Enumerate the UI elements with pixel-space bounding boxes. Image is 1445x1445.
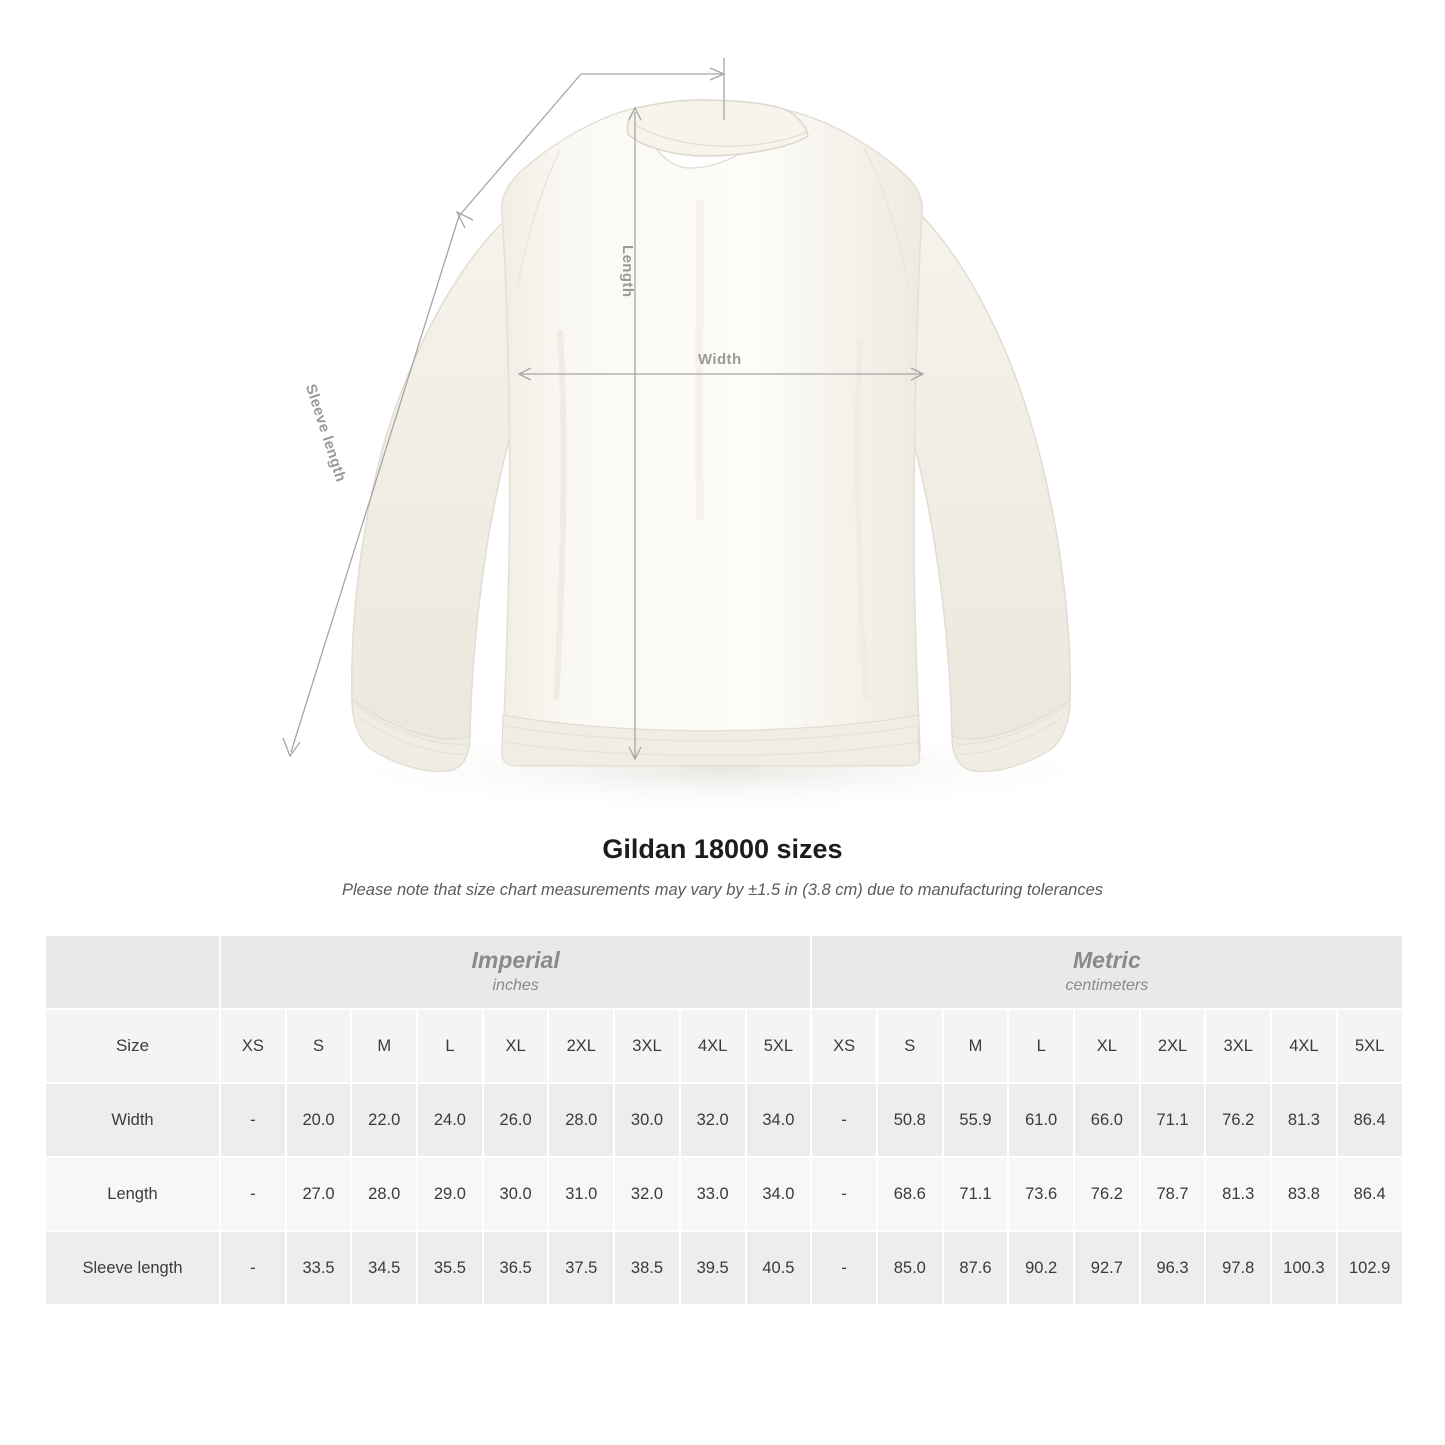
sleeve-metric-4: 92.7 (1074, 1231, 1140, 1305)
size-header-imperial-4: XL (483, 1009, 549, 1083)
page-title: Gildan 18000 sizes (602, 834, 843, 864)
table-row (45, 1157, 1403, 1231)
width-imperial-4: 26.0 (483, 1083, 549, 1157)
size-header-metric-5: 2XL (1140, 1009, 1206, 1083)
size-header-imperial-5: 2XL (548, 1009, 614, 1083)
sleeve-imperial-3: 35.5 (417, 1231, 483, 1305)
table-row (45, 1083, 1403, 1157)
tolerance-note: Please note that size chart measurements may vary by ±1.5 in (3.8 cm) due to manufacturing tolerances (341, 881, 1104, 899)
width-imperial-6: 30.0 (614, 1083, 680, 1157)
length-metric-8: 86.4 (1337, 1157, 1403, 1231)
width-dimension-label: Width (698, 351, 742, 368)
width-imperial-7: 32.0 (680, 1083, 746, 1157)
length-metric-3: 73.6 (1008, 1157, 1074, 1231)
sleeve-metric-2: 87.6 (943, 1231, 1009, 1305)
size-chart-table (44, 934, 1404, 1306)
width-metric-4: 66.0 (1074, 1083, 1140, 1157)
sleeve-imperial-6: 38.5 (614, 1231, 680, 1305)
size-header-metric-2: M (943, 1009, 1009, 1083)
size-header-metric-3: L (1008, 1009, 1074, 1083)
length-metric-0: - (811, 1157, 877, 1231)
length-metric-5: 78.7 (1140, 1157, 1206, 1231)
size-header-metric-0: XS (811, 1009, 877, 1083)
sleeve-imperial-4: 36.5 (483, 1231, 549, 1305)
metric-unit-sub: centimeters (1065, 977, 1149, 995)
sleeve-metric-0: - (811, 1231, 877, 1305)
table-row (45, 1231, 1403, 1305)
length-metric-1: 68.6 (877, 1157, 943, 1231)
length-imperial-2: 28.0 (351, 1157, 417, 1231)
units-corner-cell (45, 935, 220, 1009)
width-metric-5: 71.1 (1140, 1083, 1206, 1157)
sleeve-imperial-0: - (220, 1231, 286, 1305)
size-header-imperial-3: L (417, 1009, 483, 1083)
sleeve-length-dimension-label: Sleeve length (301, 382, 350, 485)
width-imperial-3: 24.0 (417, 1083, 483, 1157)
sleeve-imperial-7: 39.5 (680, 1231, 746, 1305)
width-imperial-2: 22.0 (351, 1083, 417, 1157)
length-metric-6: 81.3 (1205, 1157, 1271, 1231)
size-header-imperial-8: 5XL (746, 1009, 812, 1083)
length-imperial-4: 30.0 (483, 1157, 549, 1231)
sleeve-metric-8: 102.9 (1337, 1231, 1403, 1305)
sleeve-imperial-5: 37.5 (548, 1231, 614, 1305)
metric-header-cell (811, 935, 1402, 1009)
size-table-wrap (0, 934, 1445, 1306)
width-metric-1: 50.8 (877, 1083, 943, 1157)
width-imperial-5: 28.0 (548, 1083, 614, 1157)
width-metric-8: 86.4 (1337, 1083, 1403, 1157)
length-imperial-5: 31.0 (548, 1157, 614, 1231)
sleeve-metric-7: 100.3 (1271, 1231, 1337, 1305)
length-imperial-1: 27.0 (286, 1157, 352, 1231)
size-header-metric-6: 3XL (1205, 1009, 1271, 1083)
length-metric-4: 76.2 (1074, 1157, 1140, 1231)
sleeve-metric-5: 96.3 (1140, 1231, 1206, 1305)
size-header-imperial-0: XS (220, 1009, 286, 1083)
length-imperial-6: 32.0 (614, 1157, 680, 1231)
imperial-unit-sub: inches (492, 977, 539, 995)
size-header-metric-1: S (877, 1009, 943, 1083)
length-metric-2: 71.1 (943, 1157, 1009, 1231)
sleeve-imperial-8: 40.5 (746, 1231, 812, 1305)
width-metric-6: 76.2 (1205, 1083, 1271, 1157)
title-block (0, 834, 1445, 900)
row-label-sleeve-length: Sleeve length (45, 1231, 220, 1305)
sleeve-metric-3: 90.2 (1008, 1231, 1074, 1305)
width-imperial-0: - (220, 1083, 286, 1157)
width-metric-3: 61.0 (1008, 1083, 1074, 1157)
length-imperial-7: 33.0 (680, 1157, 746, 1231)
length-metric-7: 83.8 (1271, 1157, 1337, 1231)
units-header-row (45, 935, 1403, 1009)
size-header-metric-8: 5XL (1337, 1009, 1403, 1083)
imperial-header-cell (220, 935, 811, 1009)
imperial-unit-name: Imperial (471, 946, 560, 973)
length-imperial-0: - (220, 1157, 286, 1231)
width-metric-2: 55.9 (943, 1083, 1009, 1157)
length-imperial-3: 29.0 (417, 1157, 483, 1231)
size-header-imperial-6: 3XL (614, 1009, 680, 1083)
sleeve-imperial-1: 33.5 (286, 1231, 352, 1305)
sleeve-metric-1: 85.0 (877, 1231, 943, 1305)
size-header-row (45, 1009, 1403, 1083)
size-header-metric-7: 4XL (1271, 1009, 1337, 1083)
size-header-metric-4: XL (1074, 1009, 1140, 1083)
width-metric-7: 81.3 (1271, 1083, 1337, 1157)
width-imperial-8: 34.0 (746, 1083, 812, 1157)
length-dimension-label: Length (619, 245, 636, 298)
metric-unit-name: Metric (1073, 946, 1141, 973)
row-label-width: Width (45, 1083, 220, 1157)
size-header-label: Size (45, 1009, 220, 1083)
size-header-imperial-2: M (351, 1009, 417, 1083)
sleeve-imperial-2: 34.5 (351, 1231, 417, 1305)
size-header-imperial-1: S (286, 1009, 352, 1083)
size-header-imperial-7: 4XL (680, 1009, 746, 1083)
sleeve-metric-6: 97.8 (1205, 1231, 1271, 1305)
width-metric-0: - (811, 1083, 877, 1157)
row-label-length: Length (45, 1157, 220, 1231)
length-imperial-8: 34.0 (746, 1157, 812, 1231)
width-imperial-1: 20.0 (286, 1083, 352, 1157)
